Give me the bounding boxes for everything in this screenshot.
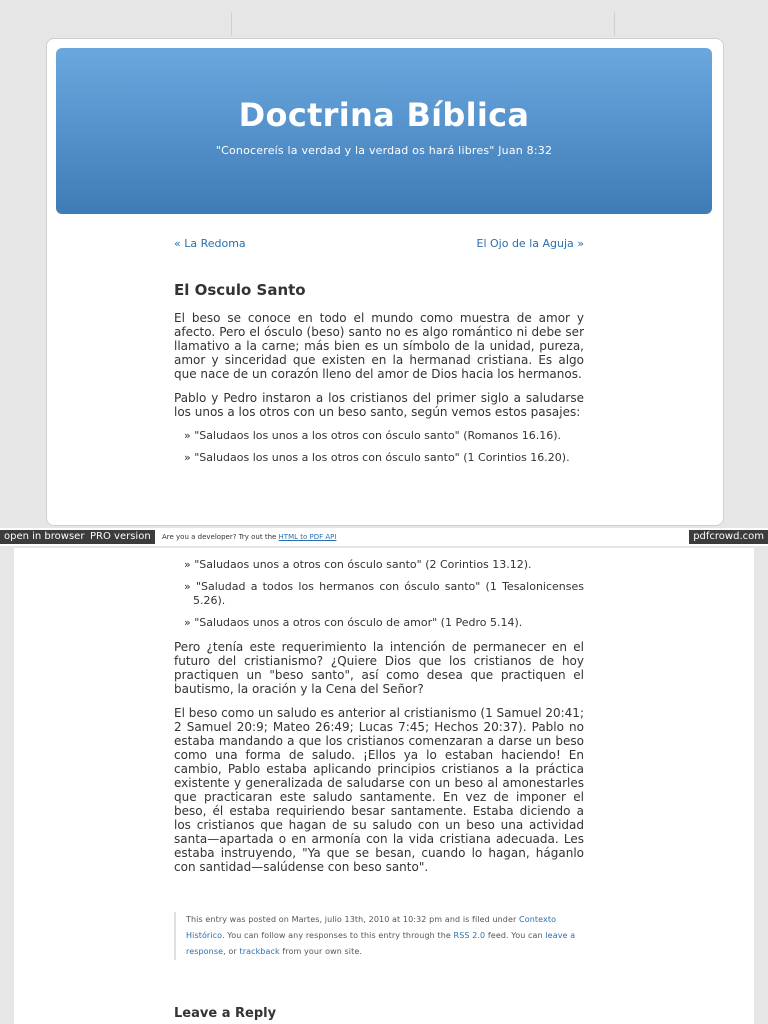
pdfcrowd-site-link[interactable]: pdfcrowd.com bbox=[689, 530, 768, 544]
meta-text: from your own site. bbox=[279, 947, 363, 956]
pdfcrowd-bar bbox=[0, 528, 768, 546]
quote-list bbox=[174, 558, 584, 630]
developer-note bbox=[162, 531, 336, 543]
previous-post-link[interactable]: « La Redoma bbox=[174, 237, 246, 250]
quote-text: "Saludad a todos los hermanos con ósculo santo" (1 Tesalonicenses 5.26). bbox=[193, 580, 584, 607]
rss-link[interactable]: RSS 2.0 bbox=[453, 931, 486, 940]
category-link[interactable]: Contexto Histórico bbox=[186, 915, 557, 940]
background-divider bbox=[614, 12, 615, 36]
blog-title[interactable]: Doctrina Bíblica bbox=[238, 96, 530, 134]
meta-text: This entry was posted on Martes, julio 13th, 2010 at 10:32 pm and is filed under bbox=[186, 915, 520, 924]
reply-heading: Leave a Reply bbox=[174, 1006, 277, 1021]
quote-list bbox=[174, 429, 584, 465]
quote-item bbox=[184, 558, 584, 572]
post-paragraph: El beso como un saludo es anterior al cristianismo (1 Samuel 20:41; 2 Samuel 20:9; Mateo 26:49; Lucas 7:45; Hechos 20:37). Pablo no estaba mandando a que los cristianos comenzaran a darse un beso como una forma de saludo. ¡Ellos ya lo estaban haciendo! En cambio, Pablo estaba aplicando principios cristianos a la práctica existente y generalizada de saludarse con un beso al amonestarles que practicaran este saludo santamente. En vez de imponer el beso, él estaba requiriendo besar santamente. Estaba diciendo a los cristianos que hagan de su saludo con un beso una actividad santa—apartada o en armonía con la vida cristiana adecuada. Les estaba instruyendo, "Ya que se besan, cuando lo hagan, háganlo con santidad—salúdense con beso santo". bbox=[174, 706, 584, 874]
bullet-icon: » bbox=[184, 616, 195, 629]
quote-text: "Saludaos los unos a los otros con ósculo santo" (1 Corintios 16.20). bbox=[194, 451, 570, 464]
post-meta bbox=[174, 912, 584, 960]
quote-text: "Saludaos los unos a los otros con ósculo santo" (Romanos 16.16). bbox=[194, 429, 562, 442]
next-post-link[interactable]: El Ojo de la Aguja » bbox=[476, 237, 584, 250]
meta-text: feed. You can bbox=[485, 931, 546, 940]
pro-version-button[interactable]: PRO version bbox=[86, 530, 155, 544]
post-paragraph: Pero ¿tenía este requerimiento la intención de permanecer en el futuro del cristianismo? ¿Quiere Dios que los cristianos de hoy practiquen un "beso santo", así como desea que practiquen el bautismo, la oración y la Cena del Señor? bbox=[174, 640, 584, 696]
trackback-link[interactable]: trackback bbox=[239, 947, 280, 956]
bullet-icon: » bbox=[184, 580, 196, 593]
quote-item bbox=[184, 580, 584, 608]
post-body-bottom bbox=[174, 558, 584, 884]
background-divider bbox=[231, 12, 232, 36]
blog-header bbox=[56, 48, 712, 214]
quote-text: "Saludaos unos a otros con ósculo santo" (2 Corintios 13.12). bbox=[194, 558, 532, 571]
top-background bbox=[0, 0, 768, 36]
page-margin-right bbox=[754, 548, 768, 1024]
post-paragraph: El beso se conoce en todo el mundo como muestra de amor y afecto. Pero el ósculo (beso) santo no es algo romántico ni debe ser llamativo a la carne; más bien es un símbolo de la unidad, pureza, amor y sinceridad que existen en la hermanad cristiana. Es algo que nace de un corazón lleno del amor de Dios hacia los hermanos. bbox=[174, 311, 584, 381]
post-title: El Osculo Santo bbox=[174, 281, 306, 299]
bullet-icon: » bbox=[184, 451, 195, 464]
meta-text: . You can follow any responses to this entry through the bbox=[222, 931, 454, 940]
quote-text: "Saludaos unos a otros con ósculo de amor" (1 Pedro 5.14). bbox=[194, 616, 523, 629]
quote-item bbox=[184, 616, 584, 630]
blog-tagline: "Conocereís la verdad y la verdad os hará libres" Juan 8:32 bbox=[215, 144, 553, 157]
leave-response-link[interactable]: leave a response bbox=[186, 931, 576, 956]
bullet-icon: » bbox=[184, 429, 195, 442]
bullet-icon: » bbox=[184, 558, 195, 571]
developer-note-text: Are you a developer? Try out the bbox=[162, 533, 279, 541]
quote-item bbox=[184, 429, 584, 443]
post-body-top bbox=[174, 311, 584, 475]
meta-text: , or bbox=[223, 947, 240, 956]
post-paragraph: Pablo y Pedro instaron a los cristianos del primer siglo a saludarse los unos a los otros con un beso santo, según vemos estos pasajes: bbox=[174, 391, 584, 419]
html-to-pdf-api-link[interactable]: HTML to PDF API bbox=[278, 533, 337, 541]
open-in-browser-button[interactable]: open in browser bbox=[0, 530, 88, 544]
quote-item bbox=[184, 451, 584, 465]
